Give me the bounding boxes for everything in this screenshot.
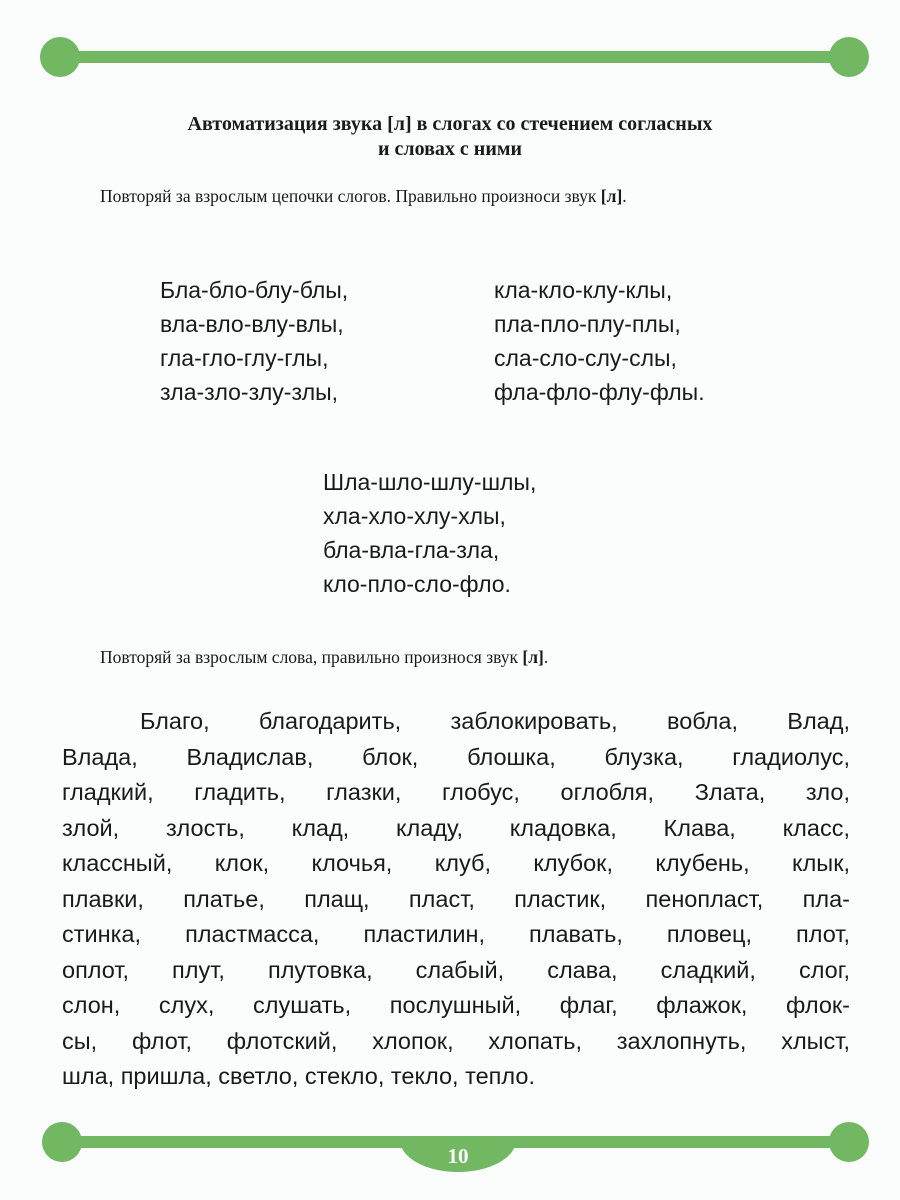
bottom-left-circle xyxy=(42,1122,82,1162)
instruction-syllables xyxy=(100,186,627,207)
paragraph-line: Благо, благодарить, заблокировать, вобла, Влад, xyxy=(140,708,850,734)
instruction-end: . xyxy=(543,647,549,667)
paragraph-line: злой, злость, клад, кладу, кладовка, Клава, класс, xyxy=(62,814,850,841)
paragraph-line: классный, клок, клочья, клуб, клубок, клубень, клык, xyxy=(62,850,850,876)
syllable-line: кла-кло-клу-клы, xyxy=(494,277,673,303)
top-left-circle xyxy=(40,37,80,77)
syllable-line: Шла-шло-шлу-шлы, xyxy=(323,469,537,495)
page-number: 10 xyxy=(447,1144,469,1168)
syllable-line: пла-пло-плу-плы, xyxy=(494,311,681,337)
title-line-1: Автоматизация звука [л] в слогах со стечением согласных xyxy=(187,113,713,135)
top-decorative-bar xyxy=(60,51,850,63)
paragraph-line: стинка, пластмасса, пластилин, плавать, пловец, плот, xyxy=(62,921,850,947)
sound-label: [л] xyxy=(600,186,623,206)
instruction-text: Повторяй за взрослым цепочки слогов. Правильно произноси звук xyxy=(100,186,601,206)
bottom-right-circle xyxy=(829,1122,869,1162)
paragraph-line: плавки, платье, плащ, пласт, пластик, пенопласт, пла- xyxy=(62,885,850,912)
top-right-circle xyxy=(829,37,869,77)
syllable-line: гла-гло-глу-глы, xyxy=(160,345,329,371)
paragraph-line: шла, пришла, светло, стекло, текло, тепло. xyxy=(62,1063,535,1089)
paragraph-line: слон, слух, слушать, послушный, флаг, флажок, флок- xyxy=(62,992,850,1018)
sound-label: [л] xyxy=(522,647,544,667)
paragraph-line: Влада, Владислав, блок, блошка, блузка, гладиолус, xyxy=(62,743,850,770)
instruction-text: Повторяй за взрослым слова, правильно произнося звук xyxy=(100,647,523,667)
paragraph-line: сы, флот, флотский, хлопок, хлопать, захлопнуть, хлыст, xyxy=(62,1027,850,1054)
syllable-line: зла-зло-злу-злы, xyxy=(160,379,339,405)
syllable-line: Бла-бло-блу-блы, xyxy=(160,277,349,303)
paragraph-line: оплот, плут, плутовка, слабый, слава, сладкий, слог, xyxy=(62,956,850,983)
instruction-end: . xyxy=(622,186,627,206)
title-line-2: и словах с ними xyxy=(378,138,522,160)
syllable-line: сла-сло-слу-слы, xyxy=(494,345,677,371)
instruction-words xyxy=(100,647,548,668)
syllables-center-column xyxy=(323,465,536,601)
paragraph-line: гладкий, гладить, глазки, глобус, оглобля, Злата, зло, xyxy=(62,779,850,805)
syllable-line: вла-вло-влу-влы, xyxy=(160,311,344,337)
syllable-line: хла-хло-хлу-хлы, xyxy=(323,503,506,529)
page-title xyxy=(0,112,900,162)
syllables-right-column xyxy=(494,273,705,409)
syllable-line: кло-пло-сло-фло. xyxy=(323,571,511,597)
syllable-line: фла-фло-флу-флы. xyxy=(494,379,705,405)
word-list-paragraph xyxy=(62,704,850,1095)
syllables-left-column xyxy=(160,273,348,409)
syllable-line: бла-вла-гла-зла, xyxy=(323,537,500,563)
